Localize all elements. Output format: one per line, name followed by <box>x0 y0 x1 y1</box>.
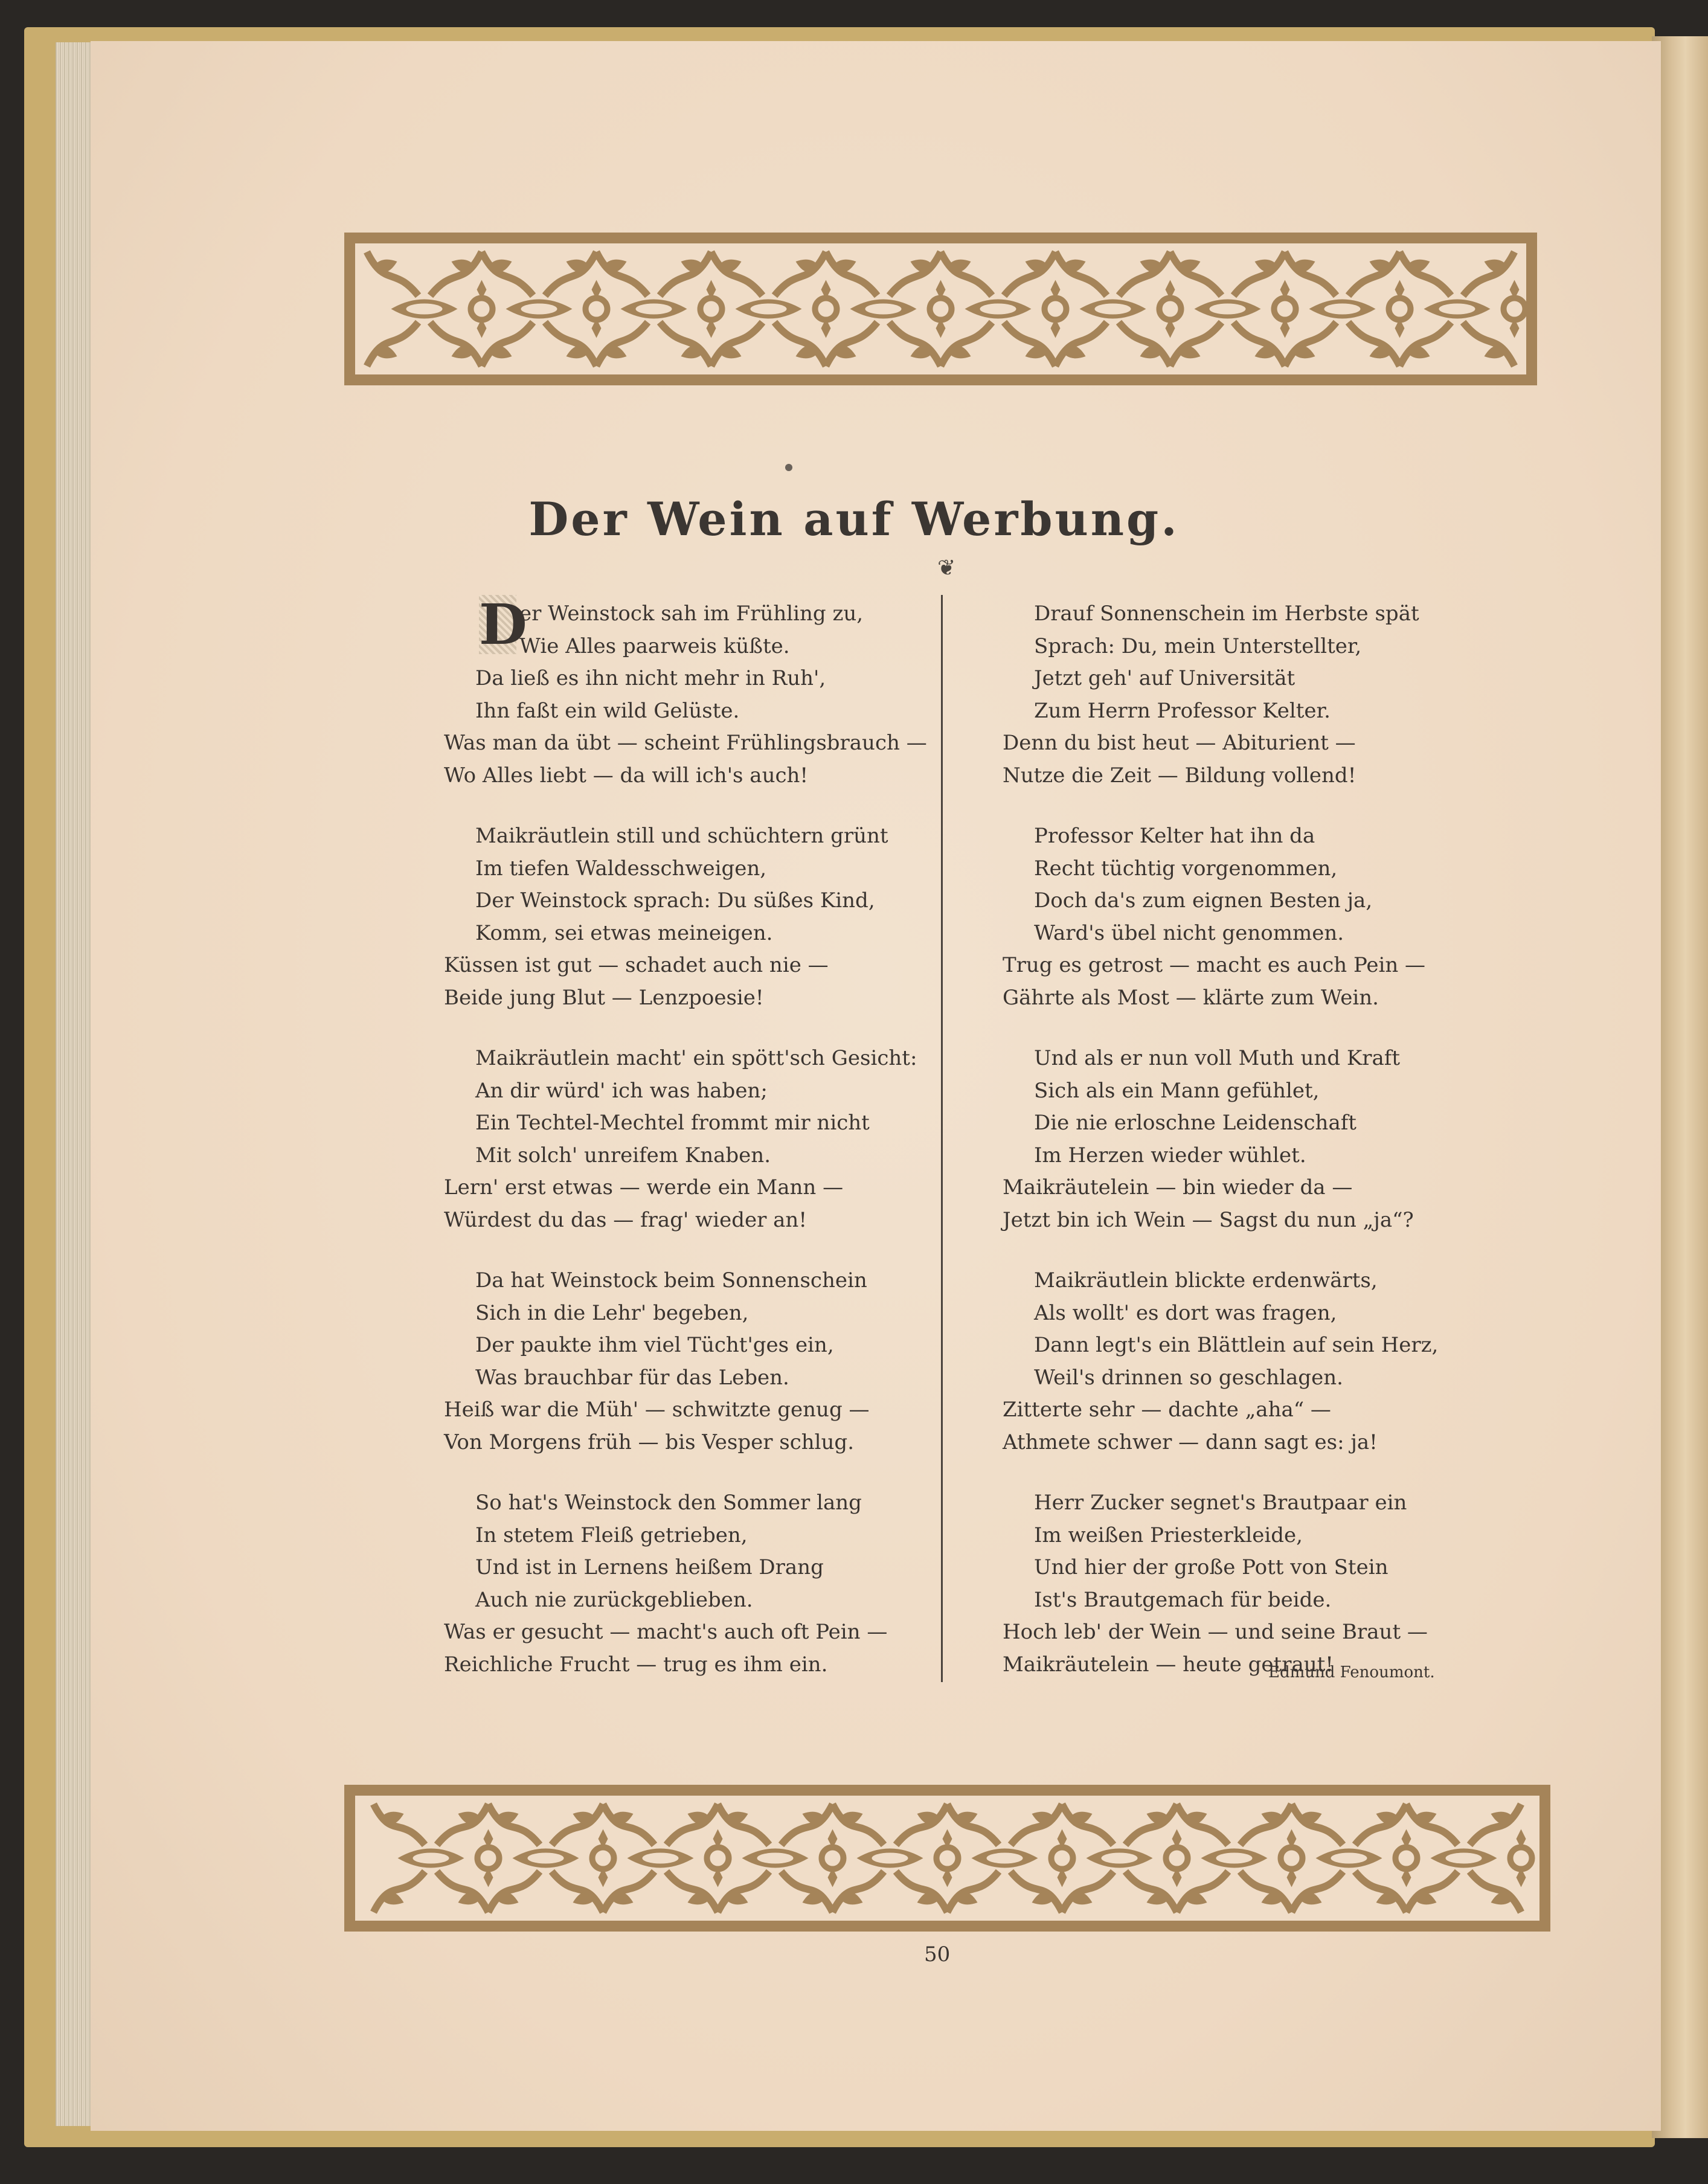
poem-line: Maikräutelein — bin wieder da — <box>1003 1175 1353 1200</box>
poem-line: Drauf Sonnenschein im Herbste spät <box>1034 602 1419 626</box>
poem-line: Jetzt bin ich Wein — Sagst du nun „ja“? <box>1003 1207 1414 1232</box>
poem-line: Ein Techtel-Mechtel frommt mir nicht <box>475 1111 870 1135</box>
poem-line: Ist's Brautgemach für beide. <box>1034 1587 1332 1612</box>
drop-cap: D <box>479 592 527 657</box>
poem-line: Da ließ es ihn nicht mehr in Ruh', <box>475 666 826 690</box>
poem-line: Reichliche Frucht — trug es ihm ein. <box>444 1652 828 1677</box>
poem-line: Athmete schwer — dann sagt es: ja! <box>1003 1430 1378 1454</box>
poem-line: Wie Alles paarweis küßte. <box>519 634 790 658</box>
stanza <box>444 1042 927 1236</box>
stanza <box>444 820 927 1014</box>
ornament-motif <box>1062 1804 1188 1912</box>
poem-line: Hoch leb' der Wein — und seine Braut — <box>1003 1620 1428 1644</box>
poem-line: Jetzt geh' auf Universität <box>1034 666 1295 690</box>
poem-line: Weil's drinnen so geschlagen. <box>1034 1365 1343 1390</box>
fleuron-icon: ❦ <box>937 556 956 580</box>
ornament-motif <box>367 252 493 366</box>
ornament-motif <box>833 1804 958 1912</box>
poem-line: Heiß war die Müh' — schwitzte genug — <box>444 1398 870 1422</box>
poem-line: Sich als ein Mann gefühlet, <box>1034 1078 1320 1103</box>
poem-left-column <box>444 598 927 1709</box>
poem-line: Professor Kelter hat ihn da <box>1034 824 1315 848</box>
poem-line: Denn du bist heut — Abiturient — <box>1003 731 1356 755</box>
ornament-motif <box>718 1804 844 1912</box>
poem-line: Und hier der große Pott von Stein <box>1034 1555 1389 1579</box>
poem-line: Im weißen Priesterkleide, <box>1034 1523 1303 1547</box>
poem-line: Wo Alles liebt — da will ich's auch! <box>444 763 809 788</box>
ornament-motif <box>1407 1804 1532 1912</box>
poem-line: Der Weinstock sprach: Du süßes Kind, <box>475 888 875 913</box>
ornament-motif <box>1177 1804 1303 1912</box>
poem-line: er Weinstock sah im Frühling zu, <box>519 602 864 626</box>
ornament-motif <box>948 1804 1073 1912</box>
poem-line: Maikräutlein macht' ein spött'sch Gesicht: <box>475 1046 917 1070</box>
poem-line: Zum Herrn Professor Kelter. <box>1034 698 1331 723</box>
poem-line: Auch nie zurückgeblieben. <box>475 1587 753 1612</box>
poem-line: Sprach: Du, mein Unterstellter, <box>1034 634 1362 658</box>
poem-line: Lern' erst etwas — werde ein Mann — <box>444 1175 844 1200</box>
poem-line: Trug es getrost — macht es auch Pein — <box>1003 953 1426 977</box>
stanza <box>1003 820 1486 1014</box>
poem-line: Komm, sei etwas meineigen. <box>475 920 773 945</box>
poem-line: Der paukte ihm viel Tücht'ges ein, <box>475 1333 834 1357</box>
ornament-motif <box>1056 252 1181 366</box>
poem-line: Gährte als Most — klärte zum Wein. <box>1003 985 1379 1010</box>
poem-line: Im tiefen Waldesschweigen, <box>475 856 767 881</box>
poem-line: Recht tüchtig vorgenommen, <box>1034 856 1338 881</box>
ornament-pattern-icon <box>355 243 1526 374</box>
poem-line: Was man da übt — scheint Frühlingsbrauch — <box>444 731 927 755</box>
poem-line: Die nie erloschne Leidenschaft <box>1034 1111 1356 1135</box>
poem-title: Der Wein auf Werbung. <box>528 492 1180 546</box>
poem-line: Nutze die Zeit — Bildung vollend! <box>1003 763 1356 788</box>
poem-line: In stetem Fleiß getrieben, <box>475 1523 748 1547</box>
decorative-dot <box>785 464 792 471</box>
stanza <box>444 598 927 792</box>
poem-right-column <box>1003 598 1486 1709</box>
poem-line: Mit solch' unreifem Knaben. <box>475 1143 771 1167</box>
poem-line: Würdest du das — frag' wieder an! <box>444 1207 807 1232</box>
ornament-motif <box>1170 252 1296 366</box>
poem-line: Als wollt' es dort was fragen, <box>1034 1300 1337 1325</box>
ornament-motif <box>941 252 1067 366</box>
poem-line: Und ist in Lernens heißem Drang <box>475 1555 824 1579</box>
stanza <box>1003 1487 1486 1681</box>
stanza <box>1003 1265 1486 1459</box>
stanza <box>444 1265 927 1459</box>
stanza <box>1003 598 1486 792</box>
author-signature: Edmund Fenoumont. <box>1268 1663 1435 1681</box>
poem-line: Maikräutlein blickte erdenwärts, <box>1034 1268 1378 1293</box>
ornament-motif <box>603 1804 729 1912</box>
poem-line: Maikräutlein still und schüchtern grünt <box>475 824 888 848</box>
poem-line: Was brauchbar für das Leben. <box>475 1365 789 1390</box>
poem-line: Im Herzen wieder wühlet. <box>1034 1143 1306 1167</box>
stanza <box>1003 1042 1486 1236</box>
ornament-pattern-icon <box>355 1796 1539 1921</box>
poem-line: Von Morgens früh — bis Vesper schlug. <box>444 1430 855 1454</box>
ornament-motif <box>374 1804 499 1912</box>
poem-line: Doch da's zum eignen Besten ja, <box>1034 888 1373 913</box>
top-ornamental-banner <box>344 233 1537 385</box>
poem-line: Herr Zucker segnet's Brautpaar ein <box>1034 1491 1407 1515</box>
poem-line: So hat's Weinstock den Sommer lang <box>475 1491 862 1515</box>
ornament-motif <box>711 252 837 366</box>
poem-line: Dann legt's ein Blättlein auf sein Herz, <box>1034 1333 1439 1357</box>
ornament-motif <box>489 1804 614 1912</box>
bottom-ornamental-banner <box>344 1785 1550 1932</box>
poem-line: Und als er nun voll Muth und Kraft <box>1034 1046 1401 1070</box>
poem-line: Beide jung Blut — Lenzpoesie! <box>444 985 764 1010</box>
stanza <box>444 1487 927 1681</box>
ornament-motif <box>1400 252 1526 366</box>
column-divider <box>941 595 943 1682</box>
poem-line: Ihn faßt ein wild Gelüste. <box>475 698 740 723</box>
poem-line: Da hat Weinstock beim Sonnenschein <box>475 1268 867 1293</box>
poem-line: Ward's übel nicht genommen. <box>1034 920 1344 945</box>
poem-line: Zitterte sehr — dachte „aha“ — <box>1003 1398 1331 1422</box>
poem-line: Was er gesucht — macht's auch oft Pein — <box>444 1620 888 1644</box>
ornament-motif <box>482 252 608 366</box>
poem-line: Küssen ist gut — schadet auch nie — <box>444 953 829 977</box>
ornament-motif <box>1292 1804 1417 1912</box>
poem-line: An dir würd' ich was haben; <box>475 1078 768 1103</box>
ornament-motif <box>597 252 722 366</box>
poem-line: Maikräutelein — heute getraut! <box>1003 1652 1334 1677</box>
ornament-motif <box>1285 252 1411 366</box>
poem-line: Sich in die Lehr' begeben, <box>475 1300 749 1325</box>
ornament-motif <box>826 252 952 366</box>
page-number: 50 <box>924 1942 951 1967</box>
